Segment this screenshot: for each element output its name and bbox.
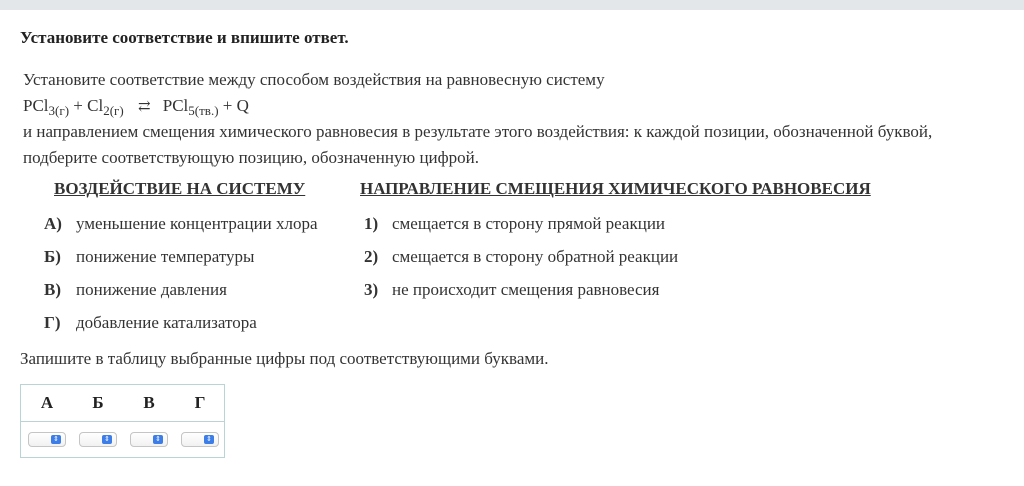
updown-chevron-icon: ⇕ — [102, 435, 112, 444]
equation-reactant1-state: 3(г) — [48, 103, 70, 118]
answer-select-b[interactable] — [79, 432, 117, 447]
left-item-text: понижение давления — [76, 280, 227, 299]
left-item-text: уменьшение концентрации хлора — [76, 214, 318, 233]
left-item-text: добавление катализатора — [76, 313, 257, 332]
right-item-text: смещается в сторону обратной реакции — [392, 247, 679, 266]
left-column-header: ВОЗДЕЙСТВИЕ НА СИСТЕМУ — [54, 179, 306, 198]
right-item — [364, 214, 665, 234]
left-item-key: В) — [44, 280, 61, 299]
equation-reactant1: PCl — [23, 96, 49, 115]
equilibrium-arrow-icon: ⇄ — [137, 99, 151, 115]
updown-chevron-icon: ⇕ — [51, 435, 61, 444]
right-item-text: не происходит смещения равновесия — [392, 280, 660, 299]
answer-table-divider — [21, 421, 224, 422]
equation-heat: + Q — [222, 96, 249, 115]
answer-header-g: Г — [194, 393, 206, 412]
left-item — [44, 313, 257, 333]
right-item — [364, 247, 678, 267]
left-item — [44, 280, 227, 300]
updown-chevron-icon: ⇕ — [204, 435, 214, 444]
equation-reactant2-state: 2(г) — [103, 103, 124, 118]
left-item-key: Б) — [44, 247, 61, 266]
left-item — [44, 247, 254, 267]
updown-chevron-icon: ⇕ — [153, 435, 163, 444]
equation-reactant2: + Cl — [73, 96, 104, 115]
left-item — [44, 214, 318, 234]
answer-select-g[interactable] — [181, 432, 219, 447]
right-item-key: 1) — [364, 214, 379, 233]
answer-select-v[interactable] — [130, 432, 168, 447]
right-item-key: 2) — [364, 247, 379, 266]
task-heading: Установите соответствие и впишите ответ. — [20, 28, 349, 47]
task-intro-line2: и направлением смещения химического равновесия в результате этого воздействия: к каждой позиции, обозначенной буквой, — [23, 122, 933, 141]
equation-product1-state: 5(тв.) — [188, 103, 219, 118]
answer-table — [20, 384, 225, 458]
task-intro-line3: подберите соответствующую позицию, обозначенную цифрой. — [23, 148, 480, 167]
left-item-key: А) — [44, 214, 62, 233]
right-item-text: смещается в сторону прямой реакции — [392, 214, 666, 233]
equation-product1: PCl — [162, 96, 189, 115]
right-column-header: НАПРАВЛЕНИЕ СМЕЩЕНИЯ ХИМИЧЕСКОГО РАВНОВЕСИЯ — [360, 179, 871, 198]
right-item-key: 3) — [364, 280, 379, 299]
top-bar — [0, 0, 1024, 10]
left-item-text: понижение температуры — [76, 247, 255, 266]
answer-table-header-row — [21, 385, 224, 421]
answer-select-a[interactable] — [28, 432, 66, 447]
answer-instruction: Запишите в таблицу выбранные цифры под соответствующими буквами. — [20, 349, 549, 368]
left-item-key: Г) — [44, 313, 61, 332]
right-item — [364, 280, 659, 300]
answer-header-b: Б — [92, 393, 104, 412]
answer-header-v: В — [143, 393, 155, 412]
answer-header-a: А — [40, 393, 54, 412]
task-intro-line1: Установите соответствие между способом воздействия на равновесную систему — [23, 70, 605, 89]
